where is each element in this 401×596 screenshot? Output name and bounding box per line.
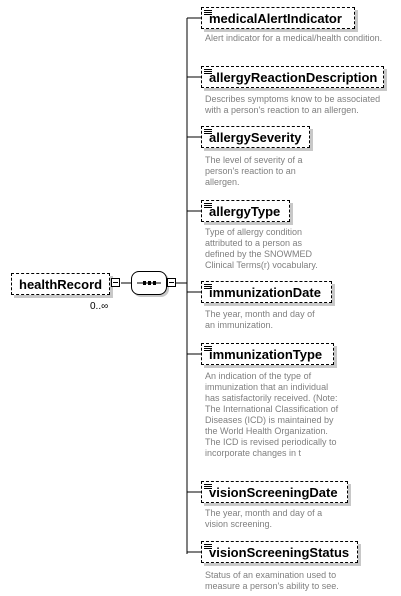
root-element-box[interactable] bbox=[11, 273, 110, 295]
element-box-allergy-type[interactable] bbox=[201, 200, 290, 222]
element-label: allergyType bbox=[209, 204, 281, 219]
element-description: An indication of the type of immunization that an individual has satisfactorily received. (Note: The International Classification of Diseases (ICD) is maintained by the World Health Organization. The ICD is revised periodically to incorporate changes in t bbox=[205, 371, 339, 458]
element-description: Describes symptoms know to be associated with a person's reaction to an allergen. bbox=[205, 94, 381, 115]
collapse-icon[interactable] bbox=[167, 278, 176, 287]
sequence-compositor[interactable] bbox=[131, 271, 167, 295]
element-box-allergy-reaction-description[interactable] bbox=[201, 66, 384, 88]
element-label: allergySeverity bbox=[209, 130, 302, 145]
element-label: immunizationDate bbox=[209, 285, 321, 300]
sequence-icon bbox=[132, 272, 166, 294]
element-label: immunizationType bbox=[209, 347, 323, 362]
element-label: medicalAlertIndicator bbox=[209, 11, 342, 26]
root-element-label: healthRecord bbox=[19, 277, 103, 292]
element-box-immunization-type[interactable] bbox=[201, 343, 334, 365]
element-box-allergy-severity[interactable] bbox=[201, 126, 310, 148]
element-label: visionScreeningStatus bbox=[209, 545, 350, 560]
element-description: The year, month and day of a vision screening. bbox=[205, 508, 323, 529]
element-description: Alert indicator for a medical/health condition. bbox=[205, 33, 383, 43]
element-label: allergyReactionDescription bbox=[209, 70, 378, 85]
element-box-medical-alert-indicator[interactable] bbox=[201, 7, 355, 29]
element-box-vision-screening-date[interactable] bbox=[201, 481, 348, 503]
occurrence-label: 0..∞ bbox=[90, 301, 109, 312]
element-label: visionScreeningDate bbox=[209, 485, 338, 500]
element-box-vision-screening-status[interactable] bbox=[201, 541, 358, 563]
element-description: The year, month and day of an immunization. bbox=[205, 309, 315, 330]
element-description: Type of allergy condition attributed to a person as defined by the SNOWMED Clinical Terms(r) vocabulary. bbox=[205, 227, 318, 270]
collapse-icon[interactable] bbox=[111, 278, 120, 287]
element-description: The level of severity of a person's reaction to an allergen. bbox=[205, 155, 303, 187]
element-description: Status of an examination used to measure a person's ability to see. bbox=[205, 570, 339, 591]
element-box-immunization-date[interactable] bbox=[201, 281, 332, 303]
